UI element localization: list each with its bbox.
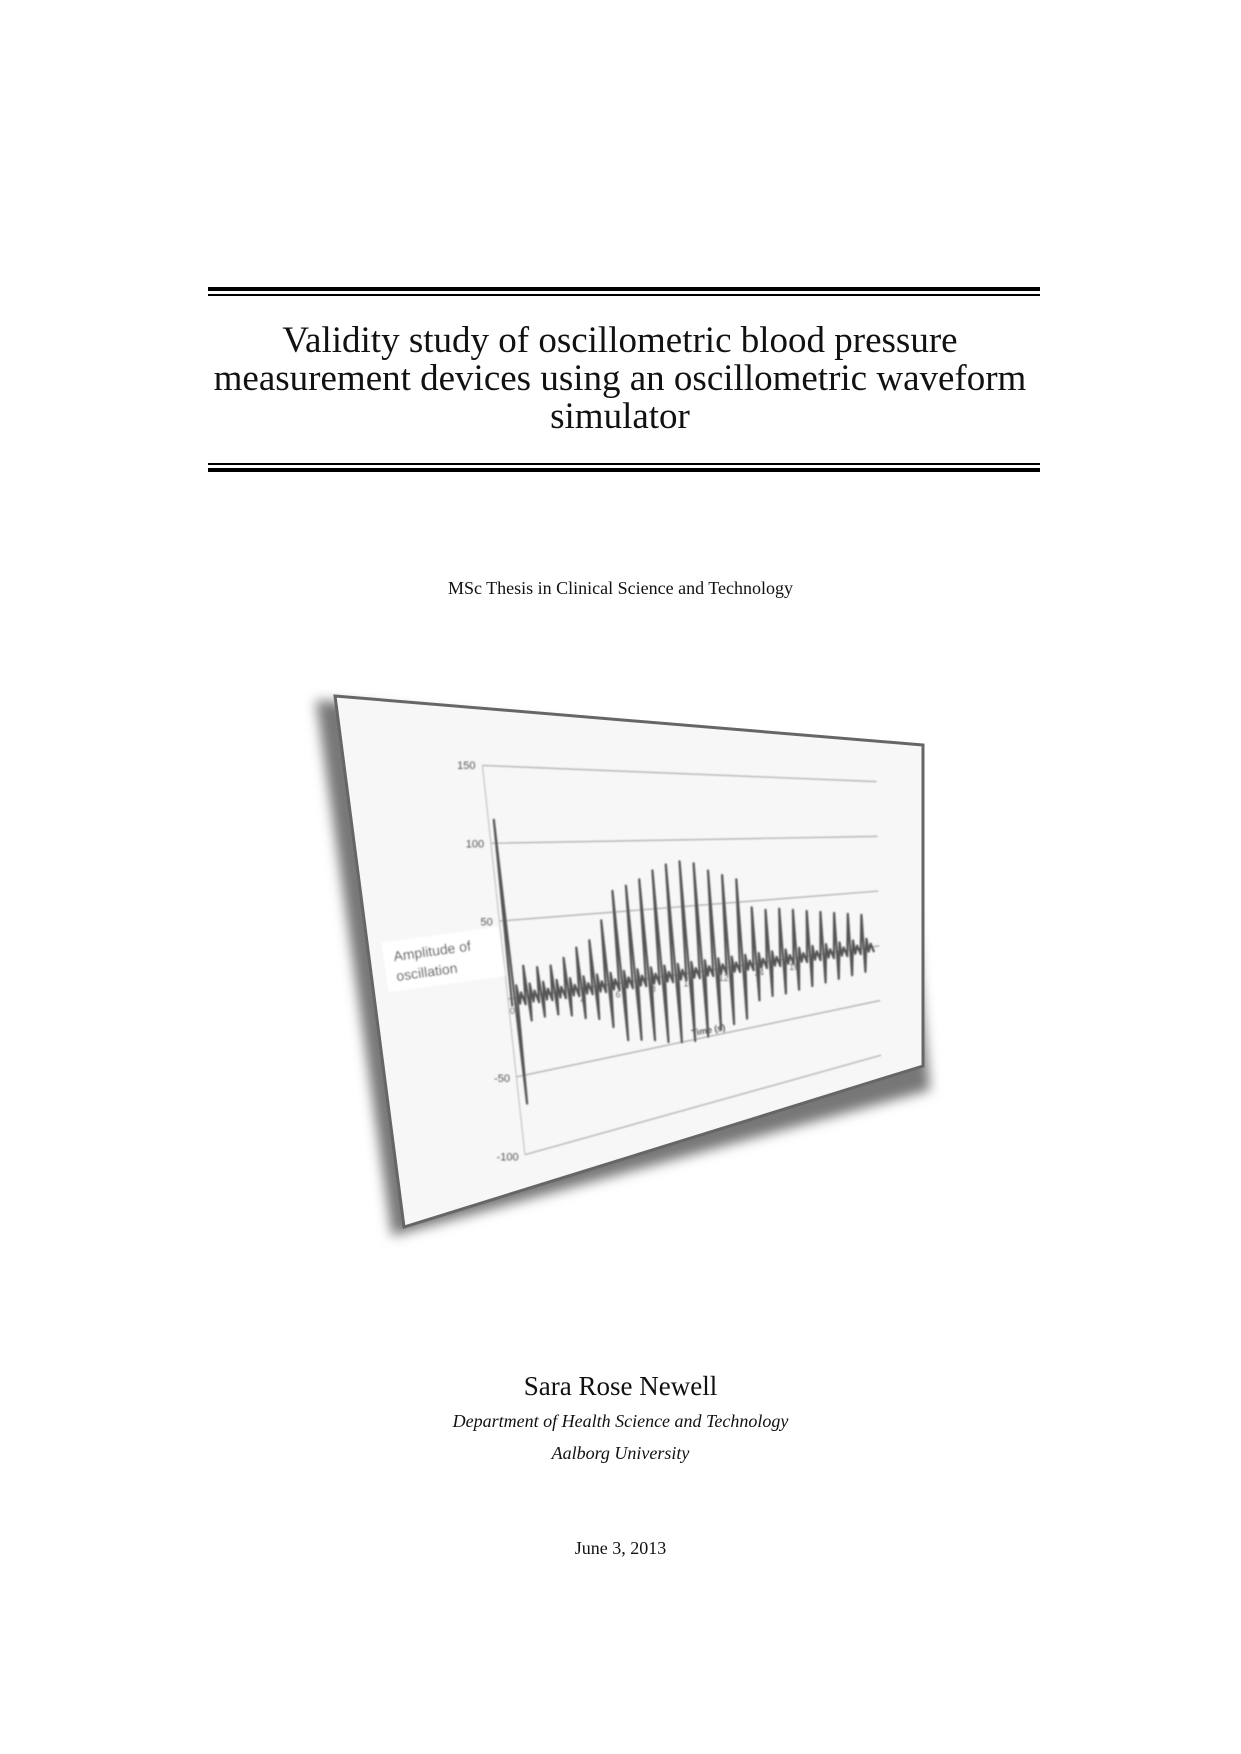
author-name: Sara Rose Newell <box>523 1371 718 1401</box>
x-tick-label: 14 <box>753 967 764 978</box>
y-tick-label: 150 <box>457 760 476 773</box>
y-tick-label: -50 <box>494 1073 510 1086</box>
title-line-3: simulator <box>550 396 690 437</box>
x-tick-label: 0 <box>509 1006 515 1017</box>
y-tick-label: -100 <box>496 1151 519 1164</box>
y-label-line: Amplitude of <box>392 937 472 965</box>
department: Department of Health Science and Technology <box>452 1411 789 1431</box>
x-axis-label: Time (s) <box>690 1022 727 1039</box>
y-tick-label: 50 <box>480 916 493 929</box>
x-tick-label: 4 <box>580 995 586 1006</box>
university: Aalborg University <box>551 1443 690 1463</box>
title-line-2: measurement devices using an oscillometric waveform <box>213 358 1027 399</box>
thesis-subtitle: MSc Thesis in Clinical Science and Technology <box>447 578 793 598</box>
title-line-1: Validity study of oscillometric blood pressure <box>282 320 958 361</box>
x-tick-label: 16 <box>789 962 800 973</box>
y-label-line: oscillation <box>395 959 459 985</box>
x-tick-label: 8 <box>650 984 656 995</box>
date: June 3, 2013 <box>574 1538 667 1558</box>
x-tick-label: 10 <box>683 978 694 989</box>
x-tick-label: 12 <box>718 973 729 984</box>
y-tick-label: 100 <box>465 838 485 851</box>
x-tick-label: 6 <box>615 989 621 1000</box>
